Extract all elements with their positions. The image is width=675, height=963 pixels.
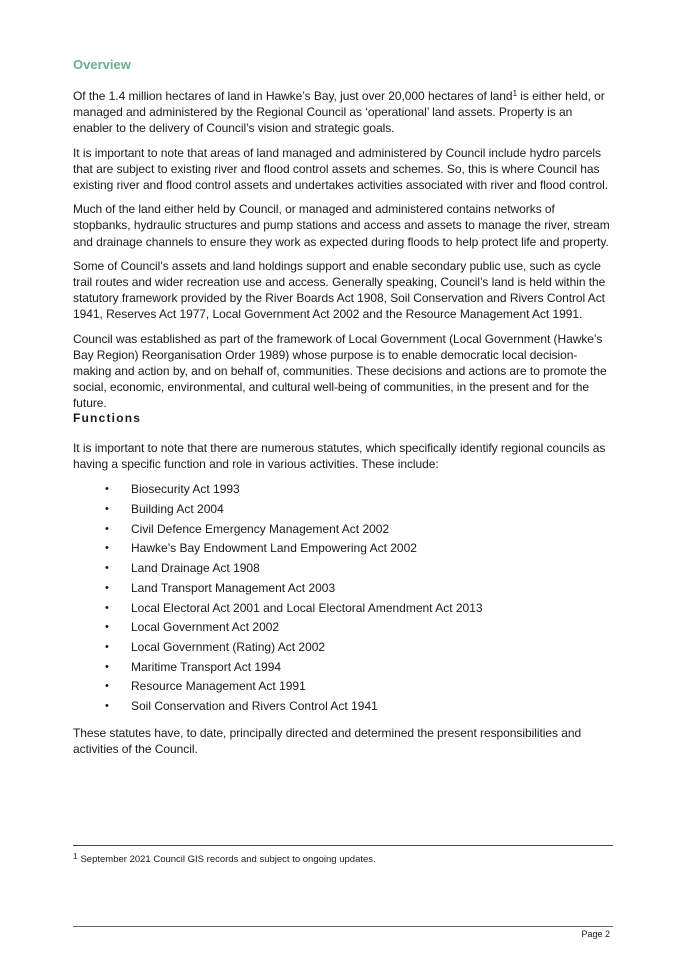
functions-section (73, 440, 613, 765)
overview-paragraph-1 (73, 86, 613, 137)
statute-list-item (73, 638, 613, 658)
overview-paragraph-1-start: Of the 1.4 million hectares of land in Hawke’s Bay, just over 20,000 hectares of land (73, 89, 513, 103)
footnote-marker: 1 (73, 852, 78, 861)
bullet-icon: • (105, 483, 109, 496)
overview-section (73, 86, 613, 420)
bullet-icon: • (105, 621, 109, 634)
bullet-icon: • (105, 503, 109, 516)
statute-list-item (73, 599, 613, 619)
statute-name: Hawke’s Bay Endowment Land Empowering Act 2002 (131, 541, 417, 556)
statute-name: Civil Defence Emergency Management Act 2002 (131, 521, 390, 536)
statute-name: Building Act 2004 (131, 502, 224, 517)
statute-list-item (73, 480, 613, 500)
statute-list-item (73, 579, 613, 599)
statute-list-item (73, 559, 613, 579)
statute-name: Resource Management Act 1991 (131, 679, 306, 694)
statute-name: Local Government (Rating) Act 2002 (131, 639, 326, 654)
statute-name: Local Government Act 2002 (131, 620, 280, 635)
overview-heading: Overview (73, 57, 131, 72)
statute-list-item (73, 658, 613, 678)
statute-list (73, 480, 613, 716)
statute-list-item (73, 539, 613, 559)
statute-list-item (73, 520, 613, 540)
document-page (73, 0, 613, 963)
statute-list-item (73, 500, 613, 520)
overview-paragraph-1-end: is either held, or managed and administered by the Regional Council as ‘operational’ land assets. Property is an enabler to the delivery of Council’s vision and strategic goals. (73, 89, 605, 136)
bullet-icon: • (105, 680, 109, 693)
bullet-icon: • (105, 581, 109, 594)
statute-name: Land Drainage Act 1908 (131, 561, 260, 576)
functions-heading: Functions (73, 411, 142, 425)
footnote-reference[interactable]: 1 (512, 89, 517, 98)
overview-paragraph-3: Much of the land either held by Council, or managed and administered contains networks of stopbanks, hydraulic structures and pump stations and access and assets to manage the river, stream and drainage channels to ensure they work as expected during floods to help protect life and property. (73, 202, 610, 249)
bullet-icon: • (105, 640, 109, 653)
overview-paragraph-5: Council was established as part of the framework of Local Government (Local Government (Hawke’s Bay Region) Reorganisation Order 1989) whose purpose is to enable democratic local decision-making and action by, and on behalf of, communities. These decisions and actions are to promote the social, economic, environmental, and cultural well-being of communities, in the present and for the future. (73, 331, 607, 411)
functions-closing: These statutes have, to date, principally directed and determined the present responsibilities and activities of the Council. (73, 725, 582, 756)
overview-paragraph-4: Some of Council’s assets and land holdings support and enable secondary public use, such as cycle trail routes and wider recreation use and access. Generally speaking, Council’s land is held within the statutory framework provided by the River Boards Act 1908, Soil Conservation and Rivers Control Act 1941, Reserves Act 1977, Local Government Act 2002 and the Resource Management Act 1991. (73, 258, 606, 322)
footnote (73, 852, 376, 865)
statute-name: Maritime Transport Act 1994 (131, 659, 282, 674)
bullet-icon: • (105, 601, 109, 614)
statute-list-item (73, 697, 613, 717)
statute-list-item (73, 677, 613, 697)
statute-name: Land Transport Management Act 2003 (131, 580, 336, 595)
bullet-icon: • (105, 542, 109, 555)
statute-name: Biosecurity Act 1993 (131, 482, 240, 497)
statute-list-item (73, 618, 613, 638)
footnote-text: September 2021 Council GIS records and subject to ongoing updates. (80, 854, 376, 865)
statute-name: Local Electoral Act 2001 and Local Electoral Amendment Act 2013 (131, 600, 483, 615)
bullet-icon: • (105, 562, 109, 575)
page-number: Page 2 (581, 929, 610, 939)
bullet-icon: • (105, 660, 109, 673)
bullet-icon: • (105, 699, 109, 712)
overview-paragraph-2: It is important to note that areas of land managed and administered by Council include hydro parcels that are subject to existing river and flood control assets and schemes. So, this is where Council has existing river and flood control assets and undertakes activities associated with river and flood control. (73, 145, 608, 193)
footer-divider (73, 926, 613, 927)
footnote-divider (73, 845, 613, 846)
functions-intro: It is important to note that there are numerous statutes, which specifically identify regional councils as having a specific function and role in various activities. These include: (73, 441, 606, 472)
statute-name: Soil Conservation and Rivers Control Act 1941 (131, 698, 378, 713)
bullet-icon: • (105, 522, 109, 535)
